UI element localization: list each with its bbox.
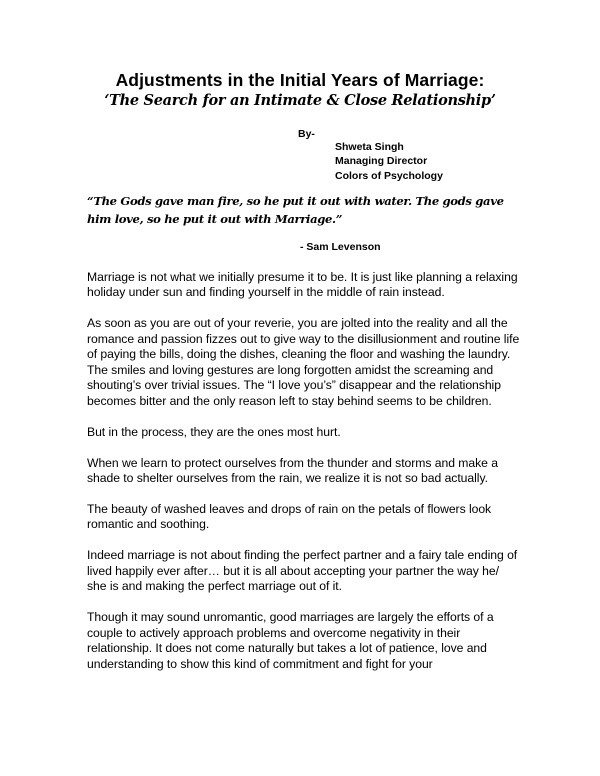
paragraph: Indeed marriage is not about finding the perfect partner and a fairy tale ending of lived happily ever after… but it is all about accepting your partner the way he/ she is and making the perfect marriage out of it.: [87, 548, 518, 594]
paragraph: Though it may sound unromantic, good marriages are largely the efforts of a couple to actively approach problems and overcome negativity in their relationship. It does not come naturally but takes a lot of patience, love and understanding to show this kind of commitment and fight for your: [87, 610, 494, 671]
paragraph: But in the process, they are the ones most hurt.: [87, 424, 341, 439]
paragraph: Marriage is not what we initially presume it to be. It is just like planning a relaxing holiday under sun and finding yourself in the middle of rain instead.: [87, 270, 518, 300]
paragraph: The beauty of washed leaves and drops of rain on the petals of flowers look romantic and soothing.: [87, 501, 492, 532]
author-organization: Colors of Psychology: [335, 169, 443, 182]
epigraph-quote: “The Gods gave man fire, so he put it out with water. The gods gave him love, so he put it out with Marriage.”: [87, 194, 504, 226]
epigraph-attribution: - Sam Levenson: [300, 241, 381, 253]
document-title: Adjustments in the Initial Years of Marriage:: [115, 70, 485, 90]
paragraph: As soon as you are out of your reverie, you are jolted into the reality and all the romance and passion fizzes out to give way to the disillusionment and routine life of paying the bills, doing the dishes, cleaning the floor and washing the laundry. The smiles and loving gestures are long forgotten amidst the screaming and shouting’s over trivial issues. The “I love you’s” disappear and the relationship becomes bitter and the only reason left to stay behind seems to be children.: [87, 316, 520, 408]
body-text: [87, 270, 520, 688]
author-block: [335, 140, 443, 183]
byline-label: By-: [298, 128, 315, 140]
author-name: Shweta Singh: [335, 141, 404, 153]
author-role: Managing Director: [335, 155, 428, 168]
paragraph: When we learn to protect ourselves from the thunder and storms and make a shade to shelter ourselves from the rain, we realize it is not so bad actually.: [87, 455, 498, 486]
document-subtitle: ‘The Search for an Intimate & Close Relationship’: [104, 92, 496, 109]
